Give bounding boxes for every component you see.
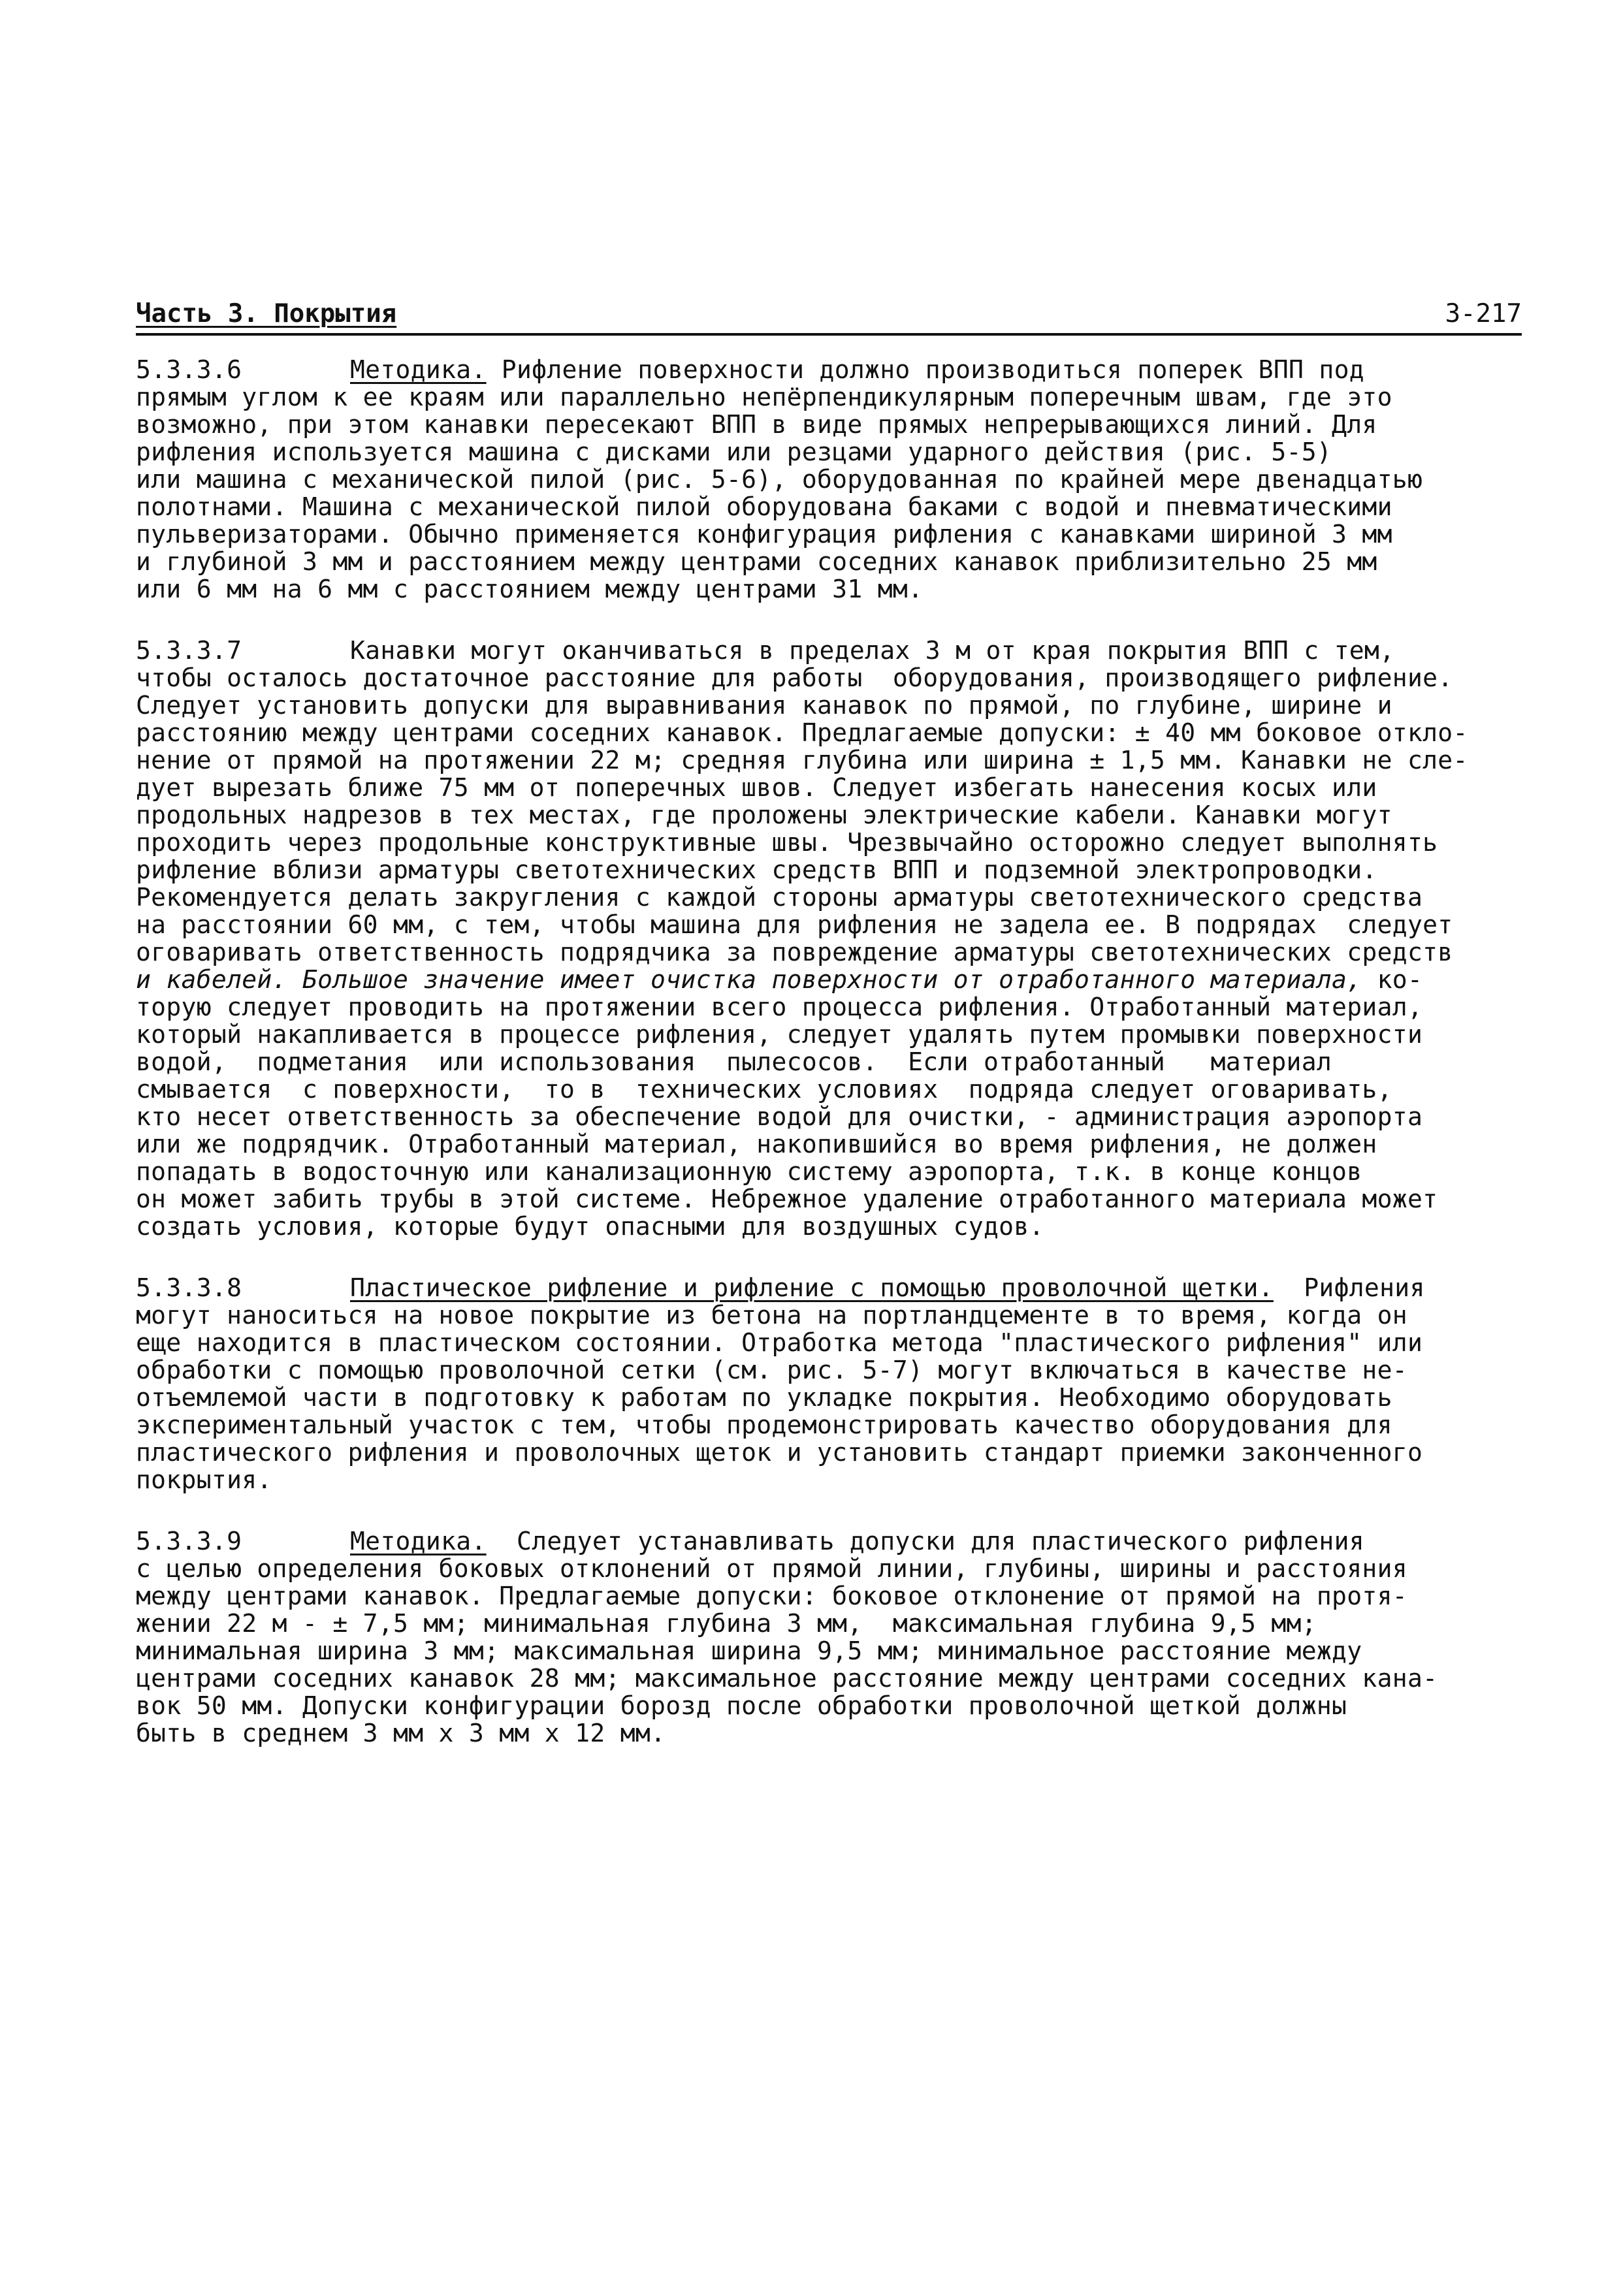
section-first-line bbox=[136, 637, 1599, 664]
section-number: 5.3.3.6 bbox=[136, 355, 242, 384]
section-5-3-3-7 bbox=[136, 637, 1599, 1240]
text-line: обработки с помощью проволочной сетки (см. рис. 5-7) могут включаться в качестве не- bbox=[136, 1356, 1407, 1384]
page-header bbox=[136, 299, 1522, 336]
text-line: рифление вблизи арматуры светотехнических средств ВПП и подземной электропроводки. bbox=[136, 855, 1377, 884]
text-line: оговаривать ответственность подрядчика за повреждение арматуры светотехнических средств bbox=[136, 938, 1453, 966]
text-line: пластического рифления и проволочных щеток и установить стандарт приемки законченного bbox=[136, 1438, 1423, 1467]
text-line: между центрами канавок. Предлагаемые допуски: боковое отклонение от прямой на протя- bbox=[136, 1582, 1407, 1610]
italic-text: и кабелей. Большое значение имеет очистка поверхности от отработанного материала, bbox=[136, 965, 1362, 994]
text-line: смывается с поверхности, то в технических условиях подряда следует оговаривать, bbox=[136, 1075, 1392, 1104]
section-heading: Методика. bbox=[350, 355, 487, 384]
text-line: экспериментальный участок с тем, чтобы продемонстрировать качество оборудования для bbox=[136, 1411, 1392, 1439]
text-line: быть в среднем 3 мм х 3 мм х 12 мм. bbox=[136, 1719, 666, 1747]
text-line: чтобы осталось достаточное расстояние для работы оборудования, производящего рифление. bbox=[136, 663, 1453, 692]
text-line: Рекомендуется делать закругления с каждой стороны арматуры светотехнического средства bbox=[136, 883, 1423, 912]
text-line: жении 22 м - ± 7,5 мм; минимальная глубина 3 мм, максимальная глубина 9,5 мм; bbox=[136, 1609, 1317, 1638]
section-5-3-3-8 bbox=[136, 1274, 1599, 1493]
section-heading: Пластическое рифление и рифление с помощью проволочной щетки. bbox=[350, 1273, 1274, 1302]
text-line: полотнами. Машина с механической пилой оборудована баками с водой и пневматическими bbox=[136, 492, 1392, 521]
section-5-3-3-6 bbox=[136, 356, 1599, 603]
section-number: 5.3.3.8 bbox=[136, 1273, 242, 1302]
text-line: продольных надрезов в тех местах, где проложены электрические кабели. Канавки могут bbox=[136, 801, 1392, 829]
text-line: вок 50 мм. Допуски конфигурации борозд после обработки проволочной щеткой должны bbox=[136, 1691, 1347, 1720]
text-line: еще находится в пластическом состоянии. Отработка метода "пластического рифления" или bbox=[136, 1328, 1423, 1357]
text-line: он может забить трубы в этой системе. Небрежное удаление отработанного материала может bbox=[136, 1185, 1438, 1213]
text-line: минимальная ширина 3 мм; максимальная ширина 9,5 мм; минимальное расстояние между bbox=[136, 1636, 1362, 1665]
section-first-line bbox=[136, 356, 1599, 383]
line-text: ко- bbox=[1362, 965, 1423, 994]
section-5-3-3-9 bbox=[136, 1527, 1599, 1747]
text-line: водой, подметания или использования пылесосов. Если отработанный материал bbox=[136, 1047, 1332, 1076]
text-line: отъемлемой части в подготовку к работам по укладке покрытия. Необходимо оборудовать bbox=[136, 1383, 1392, 1412]
text-line: или машина с механической пилой (рис. 5-6), оборудованная по крайней мере двенадцатью bbox=[136, 465, 1423, 494]
text-line: нение от прямой на протяжении 22 м; средняя глубина или ширина ± 1,5 мм. Канавки не сле- bbox=[136, 746, 1468, 774]
text-line: возможно, при этом канавки пересекают ВПП в виде прямых непрерывающихся линий. Для bbox=[136, 410, 1377, 439]
text-line: расстоянию между центрами соседних канавок. Предлагаемые допуски: ± 40 мм боковое откло- bbox=[136, 718, 1468, 747]
line-text: Следует устанавливать допуски для пластического рифления bbox=[486, 1527, 1364, 1555]
text-line: попадать в водосточную или канализационную систему аэропорта, т.к. в конце концов bbox=[136, 1157, 1362, 1186]
section-first-line bbox=[136, 1527, 1599, 1555]
text-line: рифления используется машина с дисками или резцами ударного действия (рис. 5-5) bbox=[136, 438, 1332, 466]
text-line: покрытия. bbox=[136, 1465, 272, 1494]
text-line: или 6 мм на 6 мм с расстоянием между центрами 31 мм. bbox=[136, 575, 924, 603]
text-line bbox=[136, 966, 1599, 993]
text-line: центрами соседних канавок 28 мм; максимальное расстояние между центрами соседних кана- bbox=[136, 1664, 1438, 1693]
line-text: Рифления bbox=[1273, 1273, 1425, 1302]
text-line: Следует установить допуски для выравнивания канавок по прямой, по глубине, ширине и bbox=[136, 691, 1392, 720]
text-line: и глубиной 3 мм и расстоянием между центрами соседних канавок приблизительно 25 мм bbox=[136, 547, 1377, 576]
section-number: 5.3.3.7 bbox=[136, 636, 242, 665]
text-line: создать условия, которые будут опасными для воздушных судов. bbox=[136, 1212, 1044, 1241]
text-line: могут наноситься на новое покрытие из бетона на портландцементе в то время, когда он bbox=[136, 1301, 1407, 1330]
document-body bbox=[136, 356, 1599, 1781]
text-line: дует вырезать ближе 75 мм от поперечных швов. Следует избегать нанесения косых или bbox=[136, 773, 1377, 802]
text-line: пульверизаторами. Обычно применяется конфигурация рифления с канавками шириной 3 мм bbox=[136, 520, 1392, 549]
text-line: прямым углом к ее краям или параллельно непёрпендикулярным поперечным швам, где это bbox=[136, 383, 1392, 411]
text-line: или же подрядчик. Отработанный материал, накопившийся во время рифления, не должен bbox=[136, 1130, 1377, 1158]
line-text: Рифление поверхности должно производиться поперек ВПП под bbox=[486, 355, 1364, 384]
text-line: который накапливается в процессе рифления, следует удалять путем промывки поверхности bbox=[136, 1020, 1423, 1049]
line-text: Канавки могут оканчиваться в пределах 3 м от края покрытия ВПП с тем, bbox=[350, 636, 1395, 665]
chapter-title: Часть 3. Покрытия bbox=[136, 299, 397, 328]
section-heading: Методика. bbox=[350, 1527, 487, 1555]
section-number: 5.3.3.9 bbox=[136, 1527, 242, 1555]
text-line: с целью определения боковых отклонений от прямой линии, глубины, ширины и расстояния bbox=[136, 1554, 1407, 1583]
text-line: на расстоянии 60 мм, с тем, чтобы машина для рифления не задела ее. В подрядах следует bbox=[136, 910, 1453, 939]
section-first-line bbox=[136, 1274, 1599, 1301]
text-line: проходить через продольные конструктивные швы. Чрезвычайно осторожно следует выполнять bbox=[136, 828, 1438, 857]
text-line: кто несет ответственность за обеспечение водой для очистки, - администрация аэропорта bbox=[136, 1102, 1423, 1131]
text-line: торую следует проводить на протяжении всего процесса рифления. Отработанный материал, bbox=[136, 993, 1423, 1021]
page-number: 3-217 bbox=[1445, 299, 1522, 328]
